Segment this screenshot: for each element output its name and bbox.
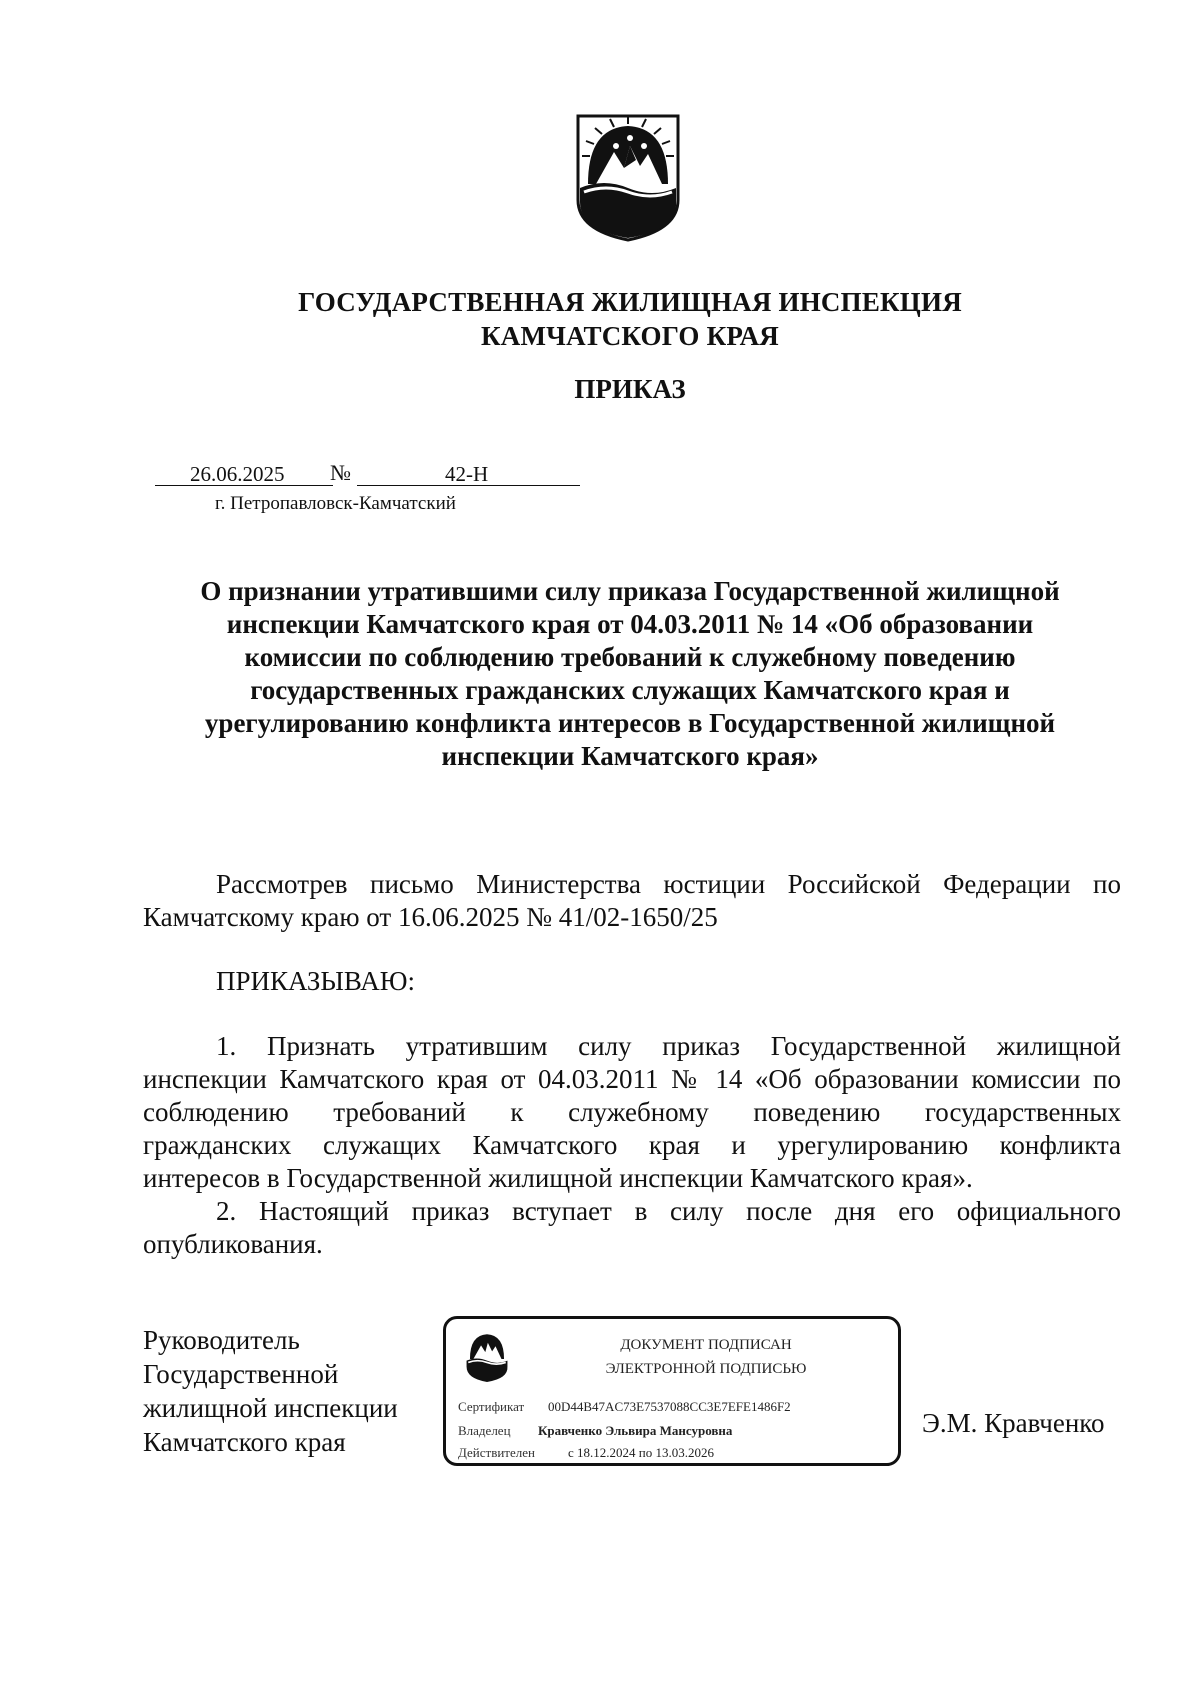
validity-label: Действителен	[458, 1445, 535, 1460]
document-number: 42-Н	[445, 462, 489, 486]
stamp-validity	[458, 1445, 714, 1461]
document-title	[155, 575, 1105, 773]
order-item-2	[143, 1195, 1121, 1261]
title-line: государственных гражданских служащих Камчатского края и	[250, 675, 1010, 705]
electronic-signature-stamp	[443, 1316, 901, 1466]
document-type: ПРИКАЗ	[574, 374, 686, 404]
title-line: урегулированию конфликта интересов в Государственной жилищной	[204, 708, 1056, 738]
preamble-line: Рассмотрев письмо Министерства юстиции Российской Федерации по	[216, 869, 1121, 899]
stamp-certificate	[458, 1399, 791, 1415]
role-line: Камчатского края	[143, 1427, 346, 1457]
organization-name-line-1: ГОСУДАРСТВЕННАЯ ЖИЛИЩНАЯ ИНСПЕКЦИЯ	[298, 287, 962, 317]
stamp-owner	[458, 1423, 732, 1439]
order-word: ПРИКАЗЫВАЮ:	[216, 966, 415, 996]
organization-name-line-2: КАМЧАТСКОГО КРАЯ	[481, 321, 779, 351]
item-line: инспекции Камчатского края от 04.03.2011 № 14 «Об образовании комиссии по	[143, 1064, 1121, 1094]
certificate-label: Сертификат	[458, 1399, 525, 1414]
item-line: опубликования.	[143, 1229, 323, 1259]
document-city: г. Петропавловск-Камчатский	[215, 493, 456, 514]
validity-value: с 18.12.2024 по 13.03.2026	[568, 1445, 714, 1460]
item-line: 1. Признать утратившим силу приказ Государственной жилищной	[216, 1031, 1121, 1061]
number-label: №	[330, 460, 351, 485]
item-line: интересов в Государственной жилищной инспекции Камчатского края».	[143, 1163, 973, 1193]
signatory-name: Э.М. Кравченко	[922, 1408, 1105, 1438]
owner-label: Владелец	[458, 1423, 511, 1438]
owner-value: Кравченко Эльвира Мансуровна	[538, 1423, 733, 1438]
order-item-1	[143, 1030, 1121, 1195]
item-line: соблюдению требований к служебному поведению государственных	[143, 1097, 1121, 1127]
item-line: 2. Настоящий приказ вступает в силу после дня его официального	[216, 1196, 1121, 1226]
stamp-title	[526, 1333, 886, 1381]
preamble-line: Камчатскому краю от 16.06.2025 № 41/02-1650/25	[143, 902, 718, 932]
role-line: Государственной	[143, 1359, 339, 1389]
item-line: гражданских служащих Камчатского края и урегулированию конфликта	[143, 1130, 1121, 1160]
stamp-title-line: ДОКУМЕНТ ПОДПИСАН	[620, 1337, 792, 1353]
kamchatka-coat-of-arms-icon	[574, 112, 682, 242]
role-line: жилищной инспекции	[143, 1393, 398, 1423]
preamble	[143, 868, 1121, 934]
certificate-value: 00D44B47AC73E7537088CC3E7EFE1486F2	[548, 1399, 791, 1414]
title-line: инспекции Камчатского края»	[441, 741, 819, 771]
title-line: О признании утратившими силу приказа Государственной жилищной	[200, 576, 1060, 606]
document-date: 26.06.2025	[190, 462, 285, 486]
signatory-role	[143, 1323, 398, 1459]
role-line: Руководитель	[143, 1325, 300, 1355]
title-line: инспекции Камчатского края от 04.03.2011 № 14 «Об образовании	[226, 609, 1034, 639]
kamchatka-coat-of-arms-icon	[464, 1327, 510, 1385]
title-line: комиссии по соблюдению требований к служебному поведению	[244, 642, 1016, 672]
stamp-title-line: ЭЛЕКТРОННОЙ ПОДПИСЬЮ	[605, 1361, 807, 1377]
